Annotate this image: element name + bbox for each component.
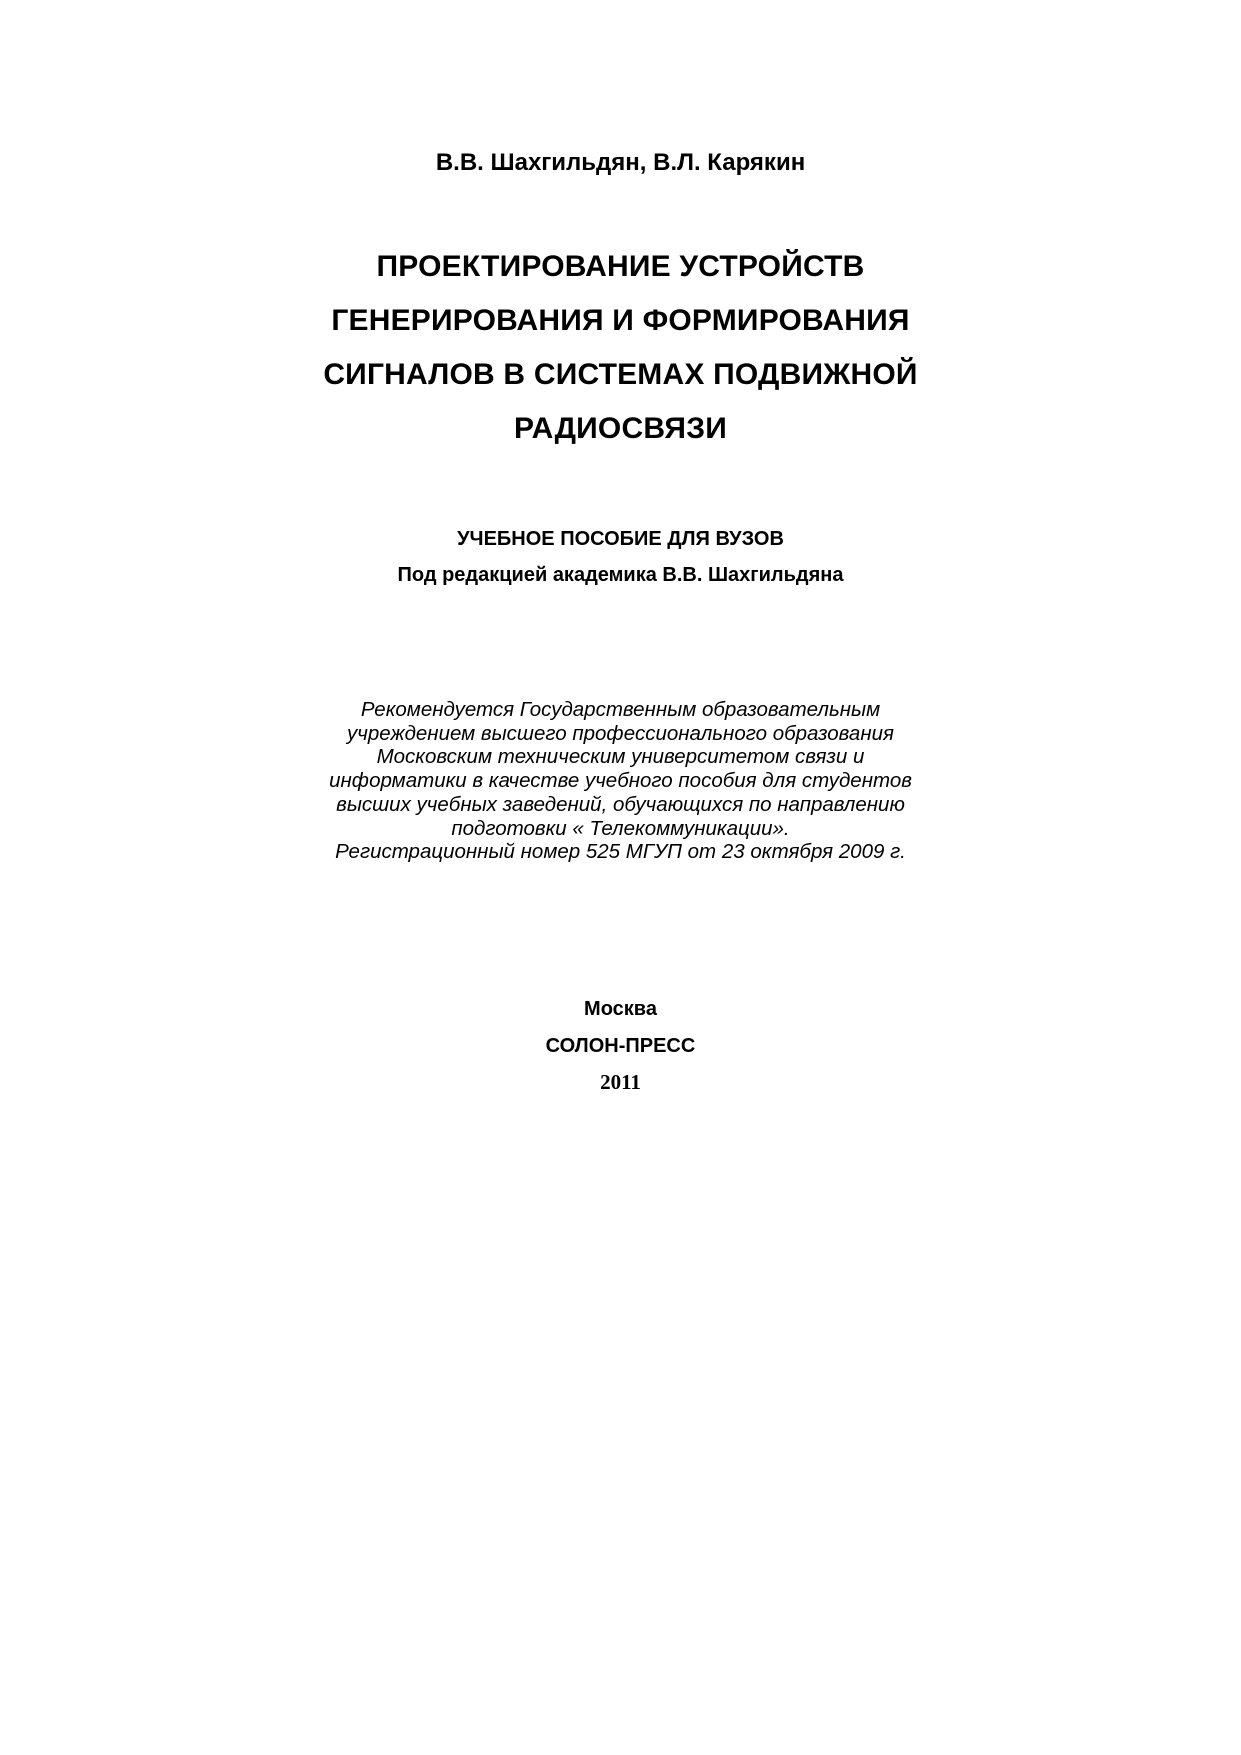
book-title-line: ГЕНЕРИРОВАНИЯ И ФОРМИРОВАНИЯ xyxy=(331,304,910,337)
authors: В.В. Шахгильдян, В.Л. Карякин xyxy=(435,149,806,176)
editor-line: Под редакцией академика В.В. Шахгильдяна xyxy=(397,564,844,586)
recommendation-line: Московским техническим университетом связи и xyxy=(376,745,865,769)
recommendation-line: подготовки « Телекоммуникации». xyxy=(451,816,790,840)
imprint-publisher: СОЛОН-ПРЕСС xyxy=(545,1035,696,1057)
recommendation-line: высших учебных заведений, обучающихся по направлению xyxy=(336,792,905,816)
book-title-line: РАДИОСВЯЗИ xyxy=(514,412,727,445)
book-title xyxy=(0,240,1241,456)
book-type: УЧЕБНОЕ ПОСОБИЕ ДЛЯ ВУЗОВ xyxy=(457,528,784,550)
recommendation-line: учреждением высшего профессионального образования xyxy=(347,721,894,745)
recommendation-line: Рекомендуется Государственным образовательным xyxy=(360,698,881,721)
recommendation-text xyxy=(0,698,1241,864)
recommendation-line: информатики в качестве учебного пособия для студентов xyxy=(329,769,912,793)
book-title-line: СИГНАЛОВ В СИСТЕМАХ ПОДВИЖНОЙ xyxy=(323,358,918,391)
imprint-city: Москва xyxy=(584,998,657,1020)
imprint-year: 2011 xyxy=(600,1070,641,1094)
recommendation-line: Регистрационный номер 525 МГУП от 23 октября 2009 г. xyxy=(335,840,906,864)
book-title-line: ПРОЕКТИРОВАНИЕ УСТРОЙСТВ xyxy=(376,250,865,283)
